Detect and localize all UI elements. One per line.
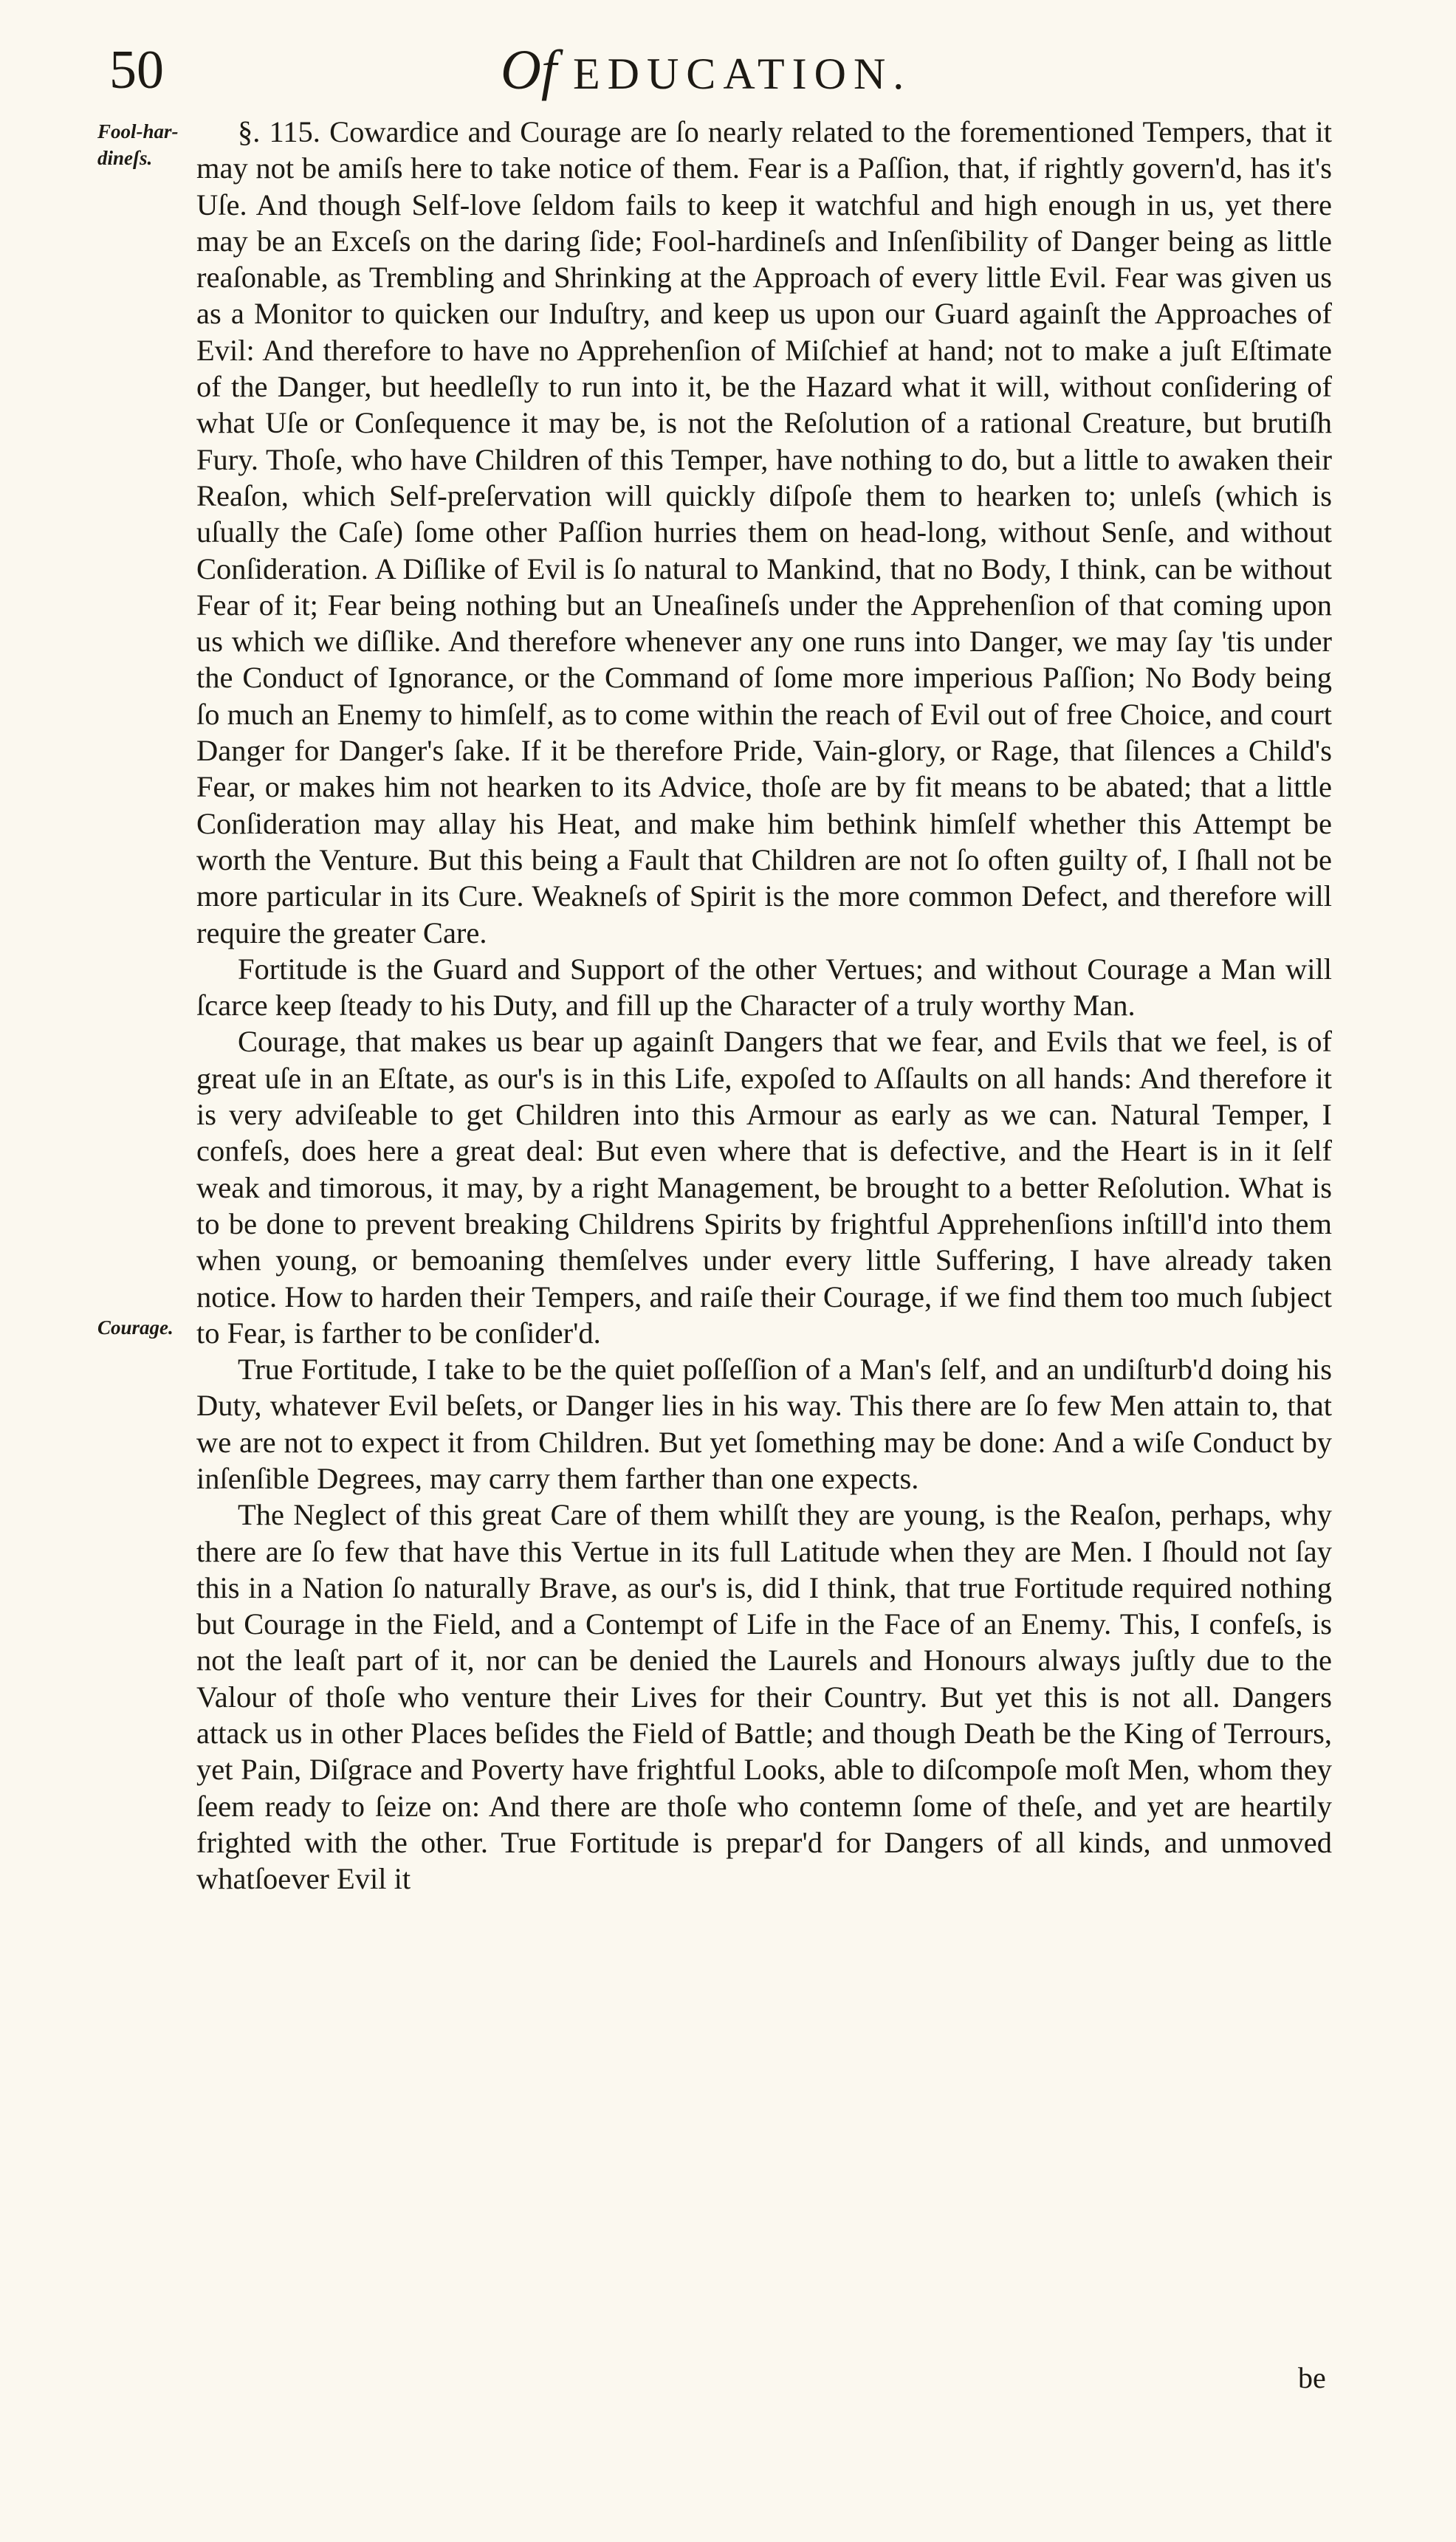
running-head-of: Of	[501, 39, 557, 101]
page-header	[109, 37, 1335, 103]
paragraph-courage: Courage, that makes us bear up againſt Dangers that we fear, and Evils that we feel, is of great uſe in an Eſtate, as our's is in this Life, expoſed to Aſſaults on all hands: And therefore it is very adviſeable to get Children into this Armour as early as we can. Natural Temper, I confeſs, does here a great deal: But even where that is defective, and the Heart is in it ſelf weak and timorous, it may, by a right Management, be brought to a better Reſolution. What is to be done to prevent breaking Childrens Spirits by frightful Apprehenſions inſtill'd into them when young, or bemoaning themſelves under every little Suffering, I have already taken notice. How to harden their Tempers, and raiſe their Courage, if we find them too much ſubject to Fear, is farther to be conſider'd.	[196, 1025, 1332, 1350]
running-head	[501, 37, 911, 107]
margin-note-fool-hardiness: Fool-har-dineſs.	[97, 120, 179, 169]
body-text	[196, 114, 1332, 1897]
catchword: be	[1298, 2361, 1326, 2394]
paragraph-fortitude: Fortitude is the Guard and Support of the other Vertues; and without Courage a Man will ſcarce keep ſteady to his Duty, and fill up the Character of a truly worthy Man.	[196, 952, 1332, 1023]
margin-note-courage: Courage.	[97, 1316, 174, 1339]
paragraph-neglect: The Neglect of this great Care of them whilſt they are young, is the Reaſon, perhaps, why there are ſo few that have this Vertue in its full Latitude when they are Men. I ſhould not ſay this in a Nation ſo naturally Brave, as our's is, did I think, that true Fortitude required nothing but Courage in the Field, and a Contempt of Life in the Face of an Enemy. This, I confeſs, is not the leaſt part of it, nor can be denied the Laurels and Honours always juſtly due to the Valour of thoſe who venture their Lives for their Country. But yet this is not all. Dangers attack us in other Places beſides the Field of Battle; and though Death be the King of Terrours, yet Pain, Diſgrace and Poverty have frightful Looks, able to diſcompoſe moſt Men, whom they ſeem ready to ſeize on: And there are thoſe who contemn ſome of theſe, and yet are heartily frighted with the other. True Fortitude is prepar'd for Dangers of all kinds, and unmoved whatſoever Evil it	[196, 1498, 1332, 1896]
paragraph-115: §. 115. Cowardice and Courage are ſo nearly related to the forementioned Tempers, that it may not be amiſs here to take notice of them. Fear is a Paſſion, that, if rightly govern'd, has it's Uſe. And though Self-love ſeldom fails to keep it watchful and high enough in us, yet there may be an Exceſs on the daring ſide; Fool-hardineſs and Inſenſibility of Danger being as little reaſonable, as Trembling and Shrinking at the Approach of every little Evil. Fear was given us as a Monitor to quicken our Induſtry, and keep us upon our Guard againſt the Approaches of Evil: And therefore to have no Apprehenſion of Miſchief at hand; not to make a juſt Eſtimate of the Danger, but heedleſly to run into it, be the Hazard what it will, without conſidering of what Uſe or Conſequence it may be, is not the Reſolution of a rational Creature, but brutiſh Fury. Thoſe, who have Children of this Temper, have nothing to do, but a little to awaken their Reaſon, which Self-preſervation will quickly diſpoſe them to hearken to; unleſs (which is uſually the Caſe) ſome other Paſſion hurries them on head-long, without Senſe, and without Conſideration. A Diſlike of Evil is ſo natural to Mankind, that no Body, I think, can be without Fear of it; Fear being nothing but an Uneaſineſs under the Apprehenſion of that coming upon us which we diſlike. And therefore whenever any one runs into Danger, we may ſay 'tis under the Conduct of Ignorance, or the Command of ſome more imperious Paſſion; No Body being ſo much an Enemy to himſelf, as to come within the reach of Evil out of free Choice, and court Danger for Danger's ſake. If it be therefore Pride, Vain-glory, or Rage, that ſilences a Child's Fear, or makes him not hearken to its Advice, thoſe are by fit means to be abated; that a little Conſideration may allay his Heat, and make him bethink himſelf whether this Attempt be worth the Venture. But this being a Fault that Children are not ſo often guilty of, I ſhall not be more particular in its Cure. Weakneſs of Spirit is the more common Defect, and therefore will require the greater Care.	[196, 115, 1332, 949]
running-head-title: EDUCATION.	[573, 49, 912, 98]
paragraph-true-fortitude: True Fortitude, I take to be the quiet poſſeſſion of a Man's ſelf, and an undiſturb'd doing his Duty, whatever Evil beſets, or Danger lies in his way. This there are ſo few Men attain to, that we are not to expect it from Children. But yet ſomething may be done: And a wiſe Conduct by inſenſible Degrees, may carry them farther than one expects.	[196, 1353, 1332, 1495]
page-number: 50	[109, 40, 164, 100]
